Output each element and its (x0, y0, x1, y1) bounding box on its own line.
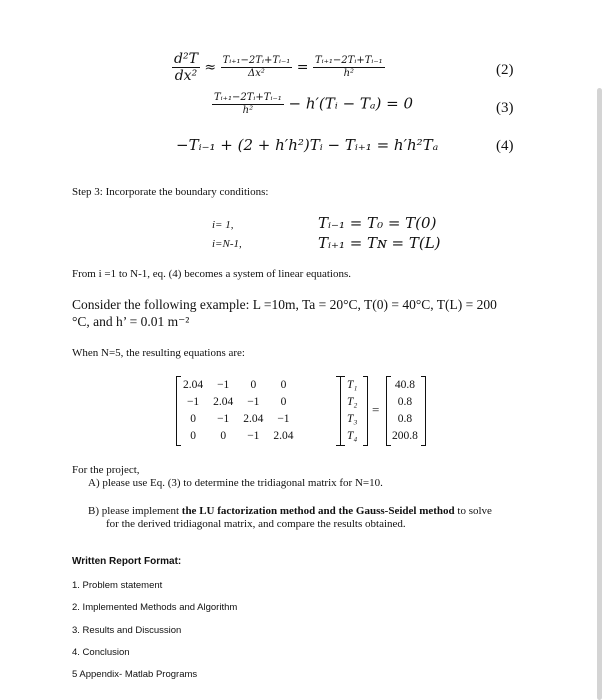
report-item: 1. Problem statement (72, 580, 163, 591)
project-item-b (88, 505, 492, 517)
report-item: 2. Implemented Methods and Algorithm (72, 602, 238, 613)
eq3-fraction (212, 93, 284, 116)
eq4-number: (4) (496, 138, 514, 154)
matrix-row (178, 376, 299, 393)
unknowns-vector (342, 376, 362, 444)
matrix-cell: 2.04 (213, 395, 234, 408)
eq3-number: (3) (496, 100, 514, 116)
report-heading: Written Report Format: (72, 556, 182, 567)
matrix-cell: 0 (280, 378, 287, 391)
unknown-cell: T₁ (347, 378, 358, 391)
eq3-rest: − h′(Tᵢ − Tₐ) = 0 (288, 94, 414, 113)
bc1-index: i= 1, (212, 219, 234, 231)
matrix-cell: 0 (250, 378, 257, 391)
rhs-cell: 40.8 (394, 378, 415, 391)
matrix-cell: −1 (217, 412, 230, 425)
example-line-1: Consider the following example: L =10m, Ta = 20°C, T(0) = 40°C, T(L) = 200 (72, 297, 497, 312)
equation-3 (212, 93, 413, 116)
matrix-cell: 2.04 (183, 378, 204, 391)
coefficient-matrix (178, 376, 299, 444)
bc2-equation: Tᵢ₊₁ = Tɴ = T(L) (318, 234, 441, 252)
project-item-a: A) please use Eq. (3) to determine the tridiagonal matrix for N=10. (88, 477, 383, 489)
matrix-row (178, 427, 299, 444)
matrix-cell: −1 (247, 429, 260, 442)
matrix-cell: −1 (186, 395, 200, 408)
bc1-equation: Tᵢ₋₁ = T₀ = T(0) (318, 214, 437, 232)
bc2-index: i=N-1, (212, 238, 242, 250)
matrix-cell: 0 (190, 412, 196, 425)
eq3-frac-num: Tᵢ₊₁−2Tᵢ+Tᵢ₋₁ (214, 92, 282, 103)
item-b-suffix: to solve (454, 505, 492, 517)
rhs-cell: 200.8 (392, 429, 418, 442)
vertical-scrollbar[interactable] (597, 88, 602, 700)
matrix-row (178, 393, 299, 410)
matrix-system (176, 376, 426, 446)
equation-4: −Tᵢ₋₁ + (2 + h′h²)Tᵢ − Tᵢ₊₁ = h′h²Tₐ (176, 136, 439, 154)
eq2-fraction-2 (313, 56, 385, 79)
eq2-lhs-den: dx² (174, 68, 198, 84)
report-item: 4. Conclusion (72, 647, 130, 658)
eq2-lhs-num: d²T (174, 51, 198, 67)
step3-heading: Step 3: Incorporate the boundary conditions: (72, 186, 269, 198)
matrix-cell: 2.04 (243, 412, 264, 425)
matrix-equals-sign: = (372, 402, 380, 417)
eq2-fraction-1 (221, 56, 293, 79)
unknown-cell: T₃ (347, 412, 358, 425)
item-b-bold: the LU factorization method and the Gauss-Seidel method (181, 505, 455, 517)
eq2-frac1-num: Tᵢ₊₁−2Tᵢ+Tᵢ₋₁ (222, 55, 291, 66)
matrix-row (178, 410, 299, 427)
eq2-frac1-den: Δx² (248, 68, 265, 79)
project-item-b-line2: for the derived tridiagonal matrix, and compare the results obtained. (106, 518, 406, 530)
matrix-cell: 0 (220, 429, 227, 442)
system-line: From i =1 to N-1, eq. (4) becomes a system of linear equations. (72, 268, 352, 280)
unknowns-right-bracket (363, 376, 368, 446)
matrix-cell: 0 (190, 429, 196, 442)
unknown-cell: T₄ (347, 429, 358, 442)
when-line: When N=5, the resulting equations are: (72, 347, 245, 359)
report-item: 5 Appendix- Matlab Programs (72, 669, 198, 680)
equals-sign: = (296, 59, 309, 76)
approx-sign: ≈ (204, 59, 217, 76)
unknown-cell: T₂ (347, 395, 358, 408)
rhs-right-bracket (421, 376, 426, 446)
matrix-cell: −1 (217, 378, 230, 391)
eq3-frac-den: h² (242, 105, 254, 116)
equation-2 (172, 52, 385, 83)
eq2-frac2-num: Tᵢ₊₁−2Tᵢ+Tᵢ₋₁ (314, 55, 383, 66)
eq2-number: (2) (496, 62, 514, 78)
matrix-cell: 2.04 (273, 429, 294, 442)
eq2-frac2-den: h² (343, 68, 355, 79)
rhs-cell: 0.8 (397, 395, 413, 408)
matrix-cell: −1 (277, 412, 290, 425)
matrix-cell: −1 (247, 395, 260, 408)
eq2-lhs-fraction (172, 52, 200, 83)
rhs-cell: 0.8 (397, 412, 413, 425)
example-line-2: °C, and h’ = 0.01 m⁻² (72, 314, 190, 329)
rhs-vector (387, 376, 423, 444)
item-b-prefix: B) please implement (88, 505, 182, 517)
report-item: 3. Results and Discussion (72, 625, 182, 636)
project-intro: For the project, (72, 464, 140, 476)
matrix-cell: 0 (280, 395, 287, 408)
